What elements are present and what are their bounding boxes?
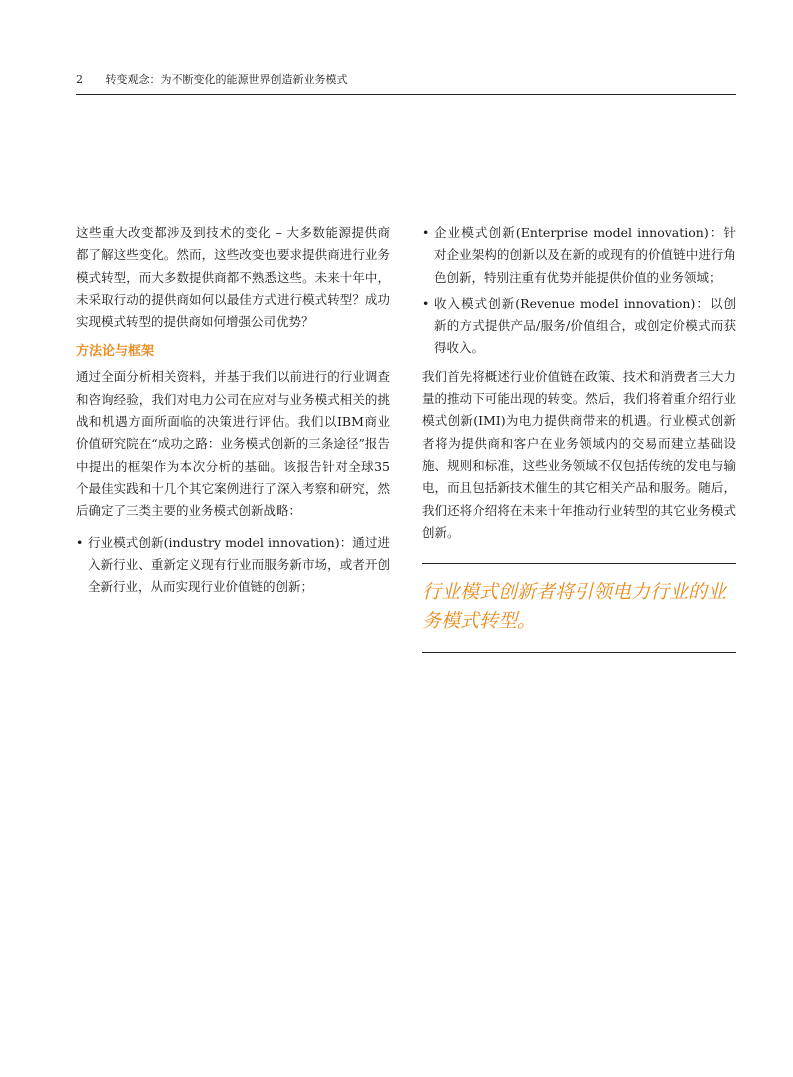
list-item-text: 行业模式创新(industry model innovation)：通过进入新行业、重新定义现有行业而服务新市场，或者开创全新行业，从而实现行业价值链的创新；	[88, 534, 390, 595]
list-item	[422, 222, 736, 289]
bullet-icon: •	[422, 225, 430, 240]
pull-quote-top-rule	[422, 563, 736, 564]
strategy-list-left	[76, 532, 390, 599]
running-header	[76, 72, 736, 88]
strategy-list-right	[422, 222, 736, 360]
list-item	[422, 293, 736, 360]
pull-quote: 行业模式创新者将引领电力行业的业务模式转型。	[422, 581, 727, 633]
header-divider	[76, 94, 736, 95]
bullet-icon: •	[422, 295, 430, 311]
pull-quote-bottom-rule	[422, 652, 736, 653]
left-column	[76, 222, 390, 604]
page-number: 2	[76, 73, 83, 86]
running-title: 转变观念：为不断变化的能源世界创造新业务模式	[105, 73, 348, 86]
list-item-text: 收入模式创新(Revenue model innovation)：以创新的方式提供产品/服务/价值组合，或创定价模式而获得收入。	[434, 295, 736, 356]
method-paragraph: 通过全面分析相关资料，并基于我们以前进行的行业调查和咨询经验，我们对电力公司在应对与业务模式相关的挑战和机遇方面所面临的决策进行评估。我们以IBM商业价值研究院在“成功之路：业务模式创新的三条途径”报告中提出的框架作为本次分析的基础。该报告针对全球35个最佳实践和十几个其它案例进行了深入考察和研究，然后确定了三类主要的业务模式创新战略：	[76, 369, 390, 519]
list-item	[76, 532, 390, 599]
spacer	[422, 553, 736, 563]
intro-paragraph: 这些重大改变都涉及到技术的变化 – 大多数能源提供商都了解这些变化。然而，这些改变也要求提供商进行业务模式转型，而大多数提供商都不熟悉这些。未来十年中，未采取行动的提供商如何以最佳方式进行模式转型？成功实现模式转型的提供商如何增强公司优势？	[76, 225, 390, 330]
overview-paragraph: 我们首先将概述行业价值链在政策、技术和消费者三大力量的推动下可能出现的转变。然后，我们将着重介绍行业模式创新(IMI)为电力提供商带来的机遇。行业模式创新者将为提供商和客户在业务领域内的交易而建立基础设施、规则和标准，这些业务领域不仅包括传统的发电与输电，而且包括新技术催生的其它相关产品和服务。随后，我们还将介绍将在未来十年推动行业转型的其它业务模式创新。	[422, 368, 736, 540]
bullet-icon: •	[76, 534, 84, 550]
section-heading: 方法论与框架	[76, 344, 155, 360]
right-column	[422, 222, 736, 653]
list-item-text: 企业模式创新(Enterprise model innovation)：针对企业架构的创新以及在新的或现有的价值链中进行角色创新，特别注重有优势并能提供价值的业务领域；	[434, 225, 736, 285]
